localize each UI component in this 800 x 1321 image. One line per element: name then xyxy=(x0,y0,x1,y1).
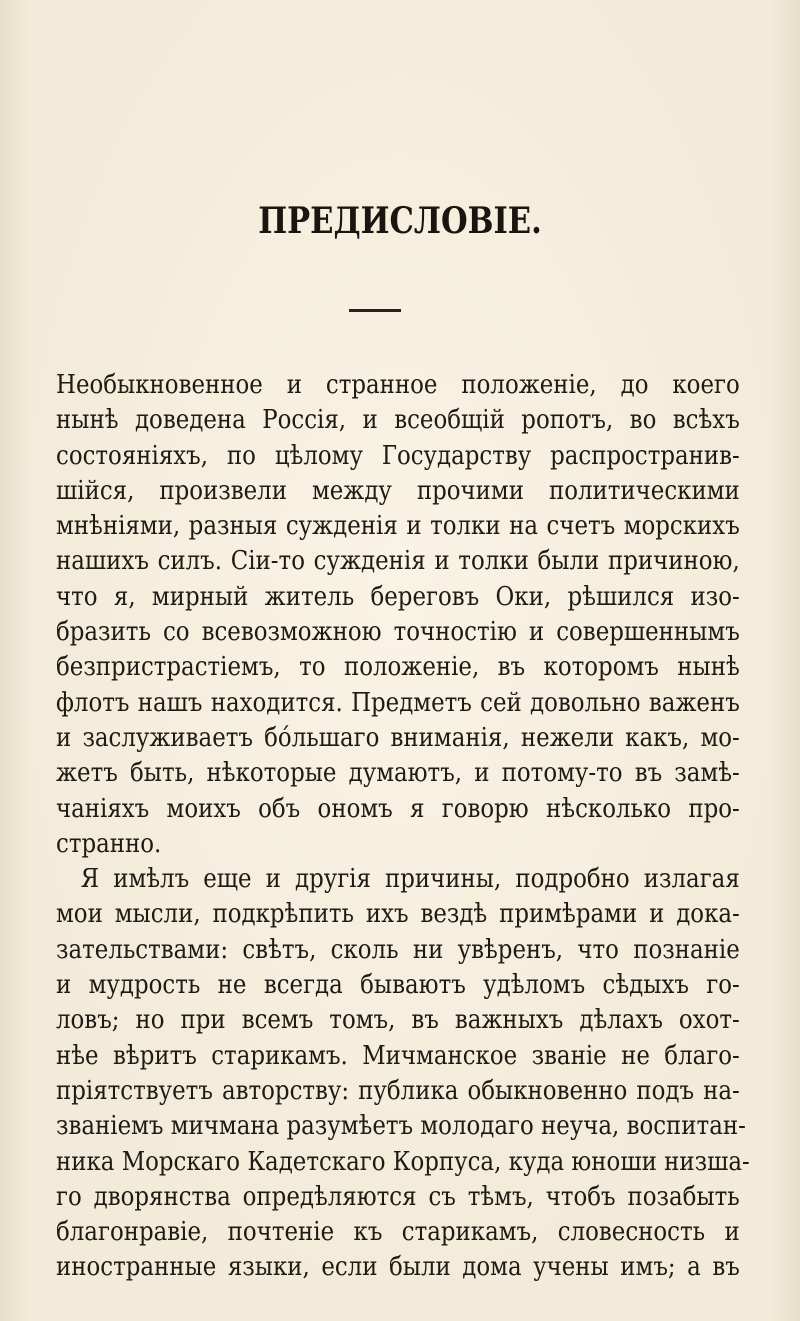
title-divider xyxy=(349,309,401,312)
text-line: нашихъ силъ. Сіи-то сужденія и толки были причиною, xyxy=(56,546,740,577)
text-line: жетъ быть, нѣкоторые думаютъ, и потому-то въ замѣ- xyxy=(56,758,740,789)
text-line: нынѣ доведена Россія, и всеобщій ропотъ, во всѣхъ xyxy=(56,405,740,436)
text-line: шійся, произвели между прочими политическими xyxy=(56,475,740,506)
text-line: благонравіе, почтеніе къ старикамъ, словесность и xyxy=(56,1217,740,1248)
text-line: го дворянства опредѣляются съ тѣмъ, чтобъ позабыть xyxy=(56,1181,740,1212)
text-line: и мудрость не всегда бываютъ удѣломъ сѣдыхъ го- xyxy=(56,970,740,1001)
text-line: и заслуживаетъ бóльшаго вниманія, нежели какъ, мо- xyxy=(56,722,740,753)
text-line: Я имѣлъ еще и другія причины, подробно излагая xyxy=(80,864,740,895)
text-line: безпристрастіемъ, то положеніе, въ которомъ нынѣ xyxy=(56,652,740,683)
text-line: нѣе вѣритъ старикамъ. Мичманское званіе не благо- xyxy=(56,1040,740,1071)
text-line: Необыкновенное и странное положеніе, до коего xyxy=(56,370,740,400)
text-line: иностранные языки, если были дома учены имъ; а въ xyxy=(56,1252,740,1283)
text-line: чаніяхъ моихъ объ ономъ я говорю нѣсколько про- xyxy=(56,793,740,824)
text-line: пріятствуетъ авторству: публика обыкновенно подъ на- xyxy=(56,1075,740,1106)
text-line: состояніяхъ, по цѣлому Государству распространив- xyxy=(56,440,740,471)
text-line: бразить со всевозможною точностію и совершеннымъ xyxy=(56,617,740,648)
body-text xyxy=(56,368,750,1286)
text-line: странно. xyxy=(56,828,162,859)
text-line: флотъ нашъ находится. Предметъ сей довольно важенъ xyxy=(56,687,740,718)
text-line: ника Морскаго Кадетскаго Корпуса, куда юноши низша- xyxy=(56,1146,750,1177)
text-line: зательствами: свѣтъ, сколь ни увѣренъ, что познаніе xyxy=(56,934,740,965)
text-line: мои мысли, подкрѣпить ихъ вездѣ примѣрами и дока- xyxy=(56,899,740,930)
text-line: мнѣніями, разныя сужденія и толки на счетъ морскихъ xyxy=(56,511,740,542)
text-line: ловъ; но при всемъ томъ, въ важныхъ дѣлахъ охот- xyxy=(56,1005,740,1036)
text-line: званіемъ мичмана разумѣетъ молодаго неуча, воспитан- xyxy=(56,1111,746,1142)
text-line: что я, мирный житель береговъ Оки, рѣшился изо- xyxy=(56,581,740,612)
chapter-title: ПРЕДИСЛОВІЕ. xyxy=(258,200,542,242)
